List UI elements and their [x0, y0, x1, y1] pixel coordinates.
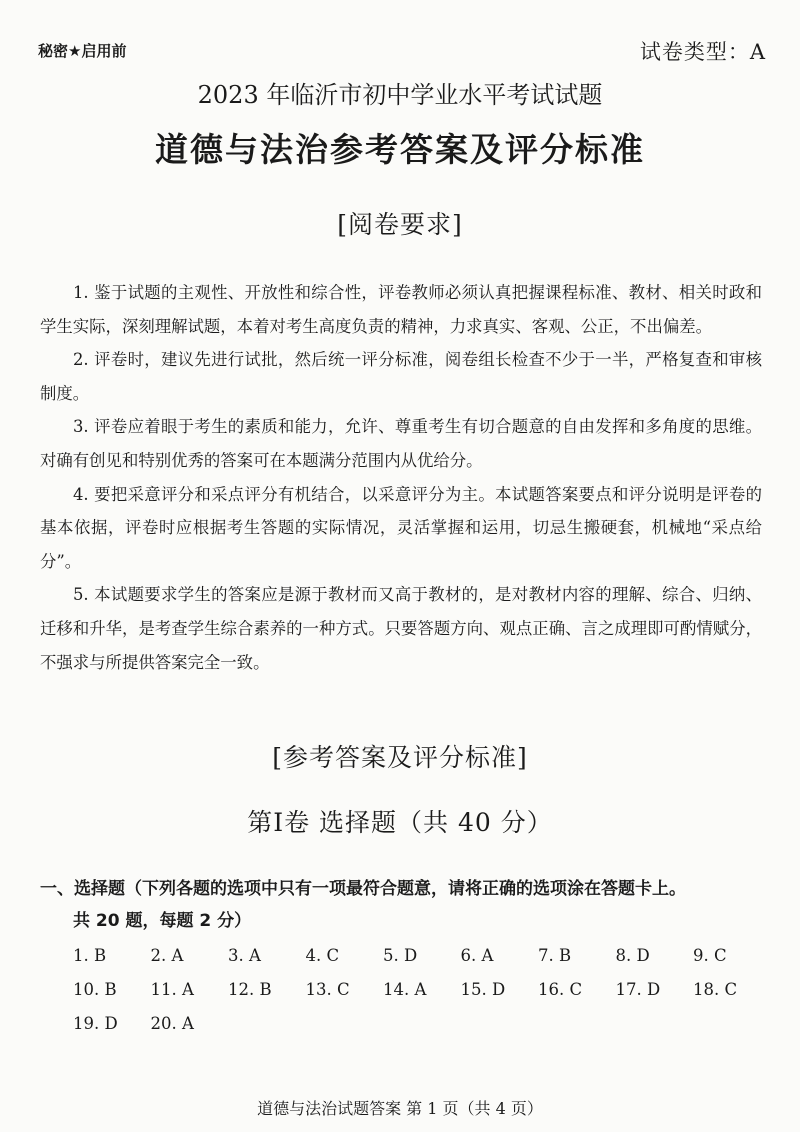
- answer-item: 2. A: [150, 946, 184, 965]
- requirement-item: 5. 本试题要求学生的答案应是源于教材而又高于教材的，是对教材内容的理解、综合、归纳、迁移和升华，是考查学生综合素养的一种方式。只要答题方向、观点正确、言之成理即可酌情赋分，不强求与所提供答案完全一致。: [40, 585, 762, 672]
- answer-item: 6. A: [460, 946, 494, 965]
- requirements-heading: [阅卷要求]: [337, 210, 463, 239]
- confidential-label: 秘密★启用前: [38, 42, 127, 60]
- page-footer: 道德与法治试题答案 第 1 页（共 4 页）: [257, 1099, 543, 1118]
- requirement-item: 2. 评卷时，建议先进行试批，然后统一评分标准，阅卷组长检查不少于一半，严格复查和审核制度。: [40, 350, 762, 403]
- answer-item: 4. C: [305, 946, 340, 965]
- answer-item: 18. C: [693, 980, 738, 999]
- answer-item: 1. B: [73, 946, 107, 965]
- answer-item: 20. A: [150, 1014, 194, 1033]
- answer-item: 19. D: [73, 1014, 118, 1033]
- answer-item: 17. D: [615, 980, 661, 999]
- answer-item: 11. A: [150, 980, 194, 999]
- answer-grid: [73, 939, 773, 1041]
- answer-item: 16. C: [538, 980, 583, 999]
- paper-type-label: 试卷类型：A: [639, 40, 766, 64]
- document-title: 道德与法治参考答案及评分标准: [155, 130, 645, 169]
- answer-item: 10. B: [73, 980, 117, 999]
- exam-title: 2023 年临沂市初中学业水平考试试题: [197, 81, 603, 109]
- answer-item: 13. C: [305, 980, 350, 999]
- part-title: 第Ⅰ卷 选择题（共 40 分）: [247, 808, 553, 837]
- answer-item: 12. B: [228, 980, 272, 999]
- question-instructions: [40, 873, 780, 937]
- requirement-item: 1. 鉴于试题的主观性、开放性和综合性，评卷教师必须认真把握课程标准、教材、相关时政和学生实际，深刻理解试题，本着对考生高度负责的精神，力求真实、客观、公正，不出偏差。: [40, 283, 762, 336]
- answer-item: 15. D: [460, 980, 506, 999]
- question-count: 共 20 题，每题 2 分）: [73, 911, 252, 931]
- requirement-item: 4. 要把采意评分和采点评分有机结合，以采意评分为主。本试题答案要点和评分说明是评卷的基本依据，评卷时应根据考生答题的实际情况，灵活掌握和运用，切忌生搬硬套，机械地“采点给分”。: [40, 484, 762, 571]
- answers-heading: [参考答案及评分标准]: [272, 743, 528, 772]
- answer-item: 7. B: [538, 946, 572, 965]
- requirement-item: 3. 评卷应着眼于考生的素质和能力，允许、尊重考生有切合题意的自由发挥和多角度的思维。对确有创见和特别优秀的答案可在本题满分范围内从优给分。: [40, 417, 762, 470]
- answer-item: 3. A: [228, 946, 261, 965]
- answer-item: 8. D: [615, 946, 650, 965]
- answer-item: 14. A: [383, 980, 427, 999]
- answer-item: 5. D: [383, 946, 418, 965]
- question-type: 一、选择题（下列各题的选项中只有一项最符合题意，请将正确的选项涂在答题卡上。: [40, 879, 686, 899]
- requirements-list: [40, 276, 762, 679]
- answer-item: 9. C: [693, 946, 727, 965]
